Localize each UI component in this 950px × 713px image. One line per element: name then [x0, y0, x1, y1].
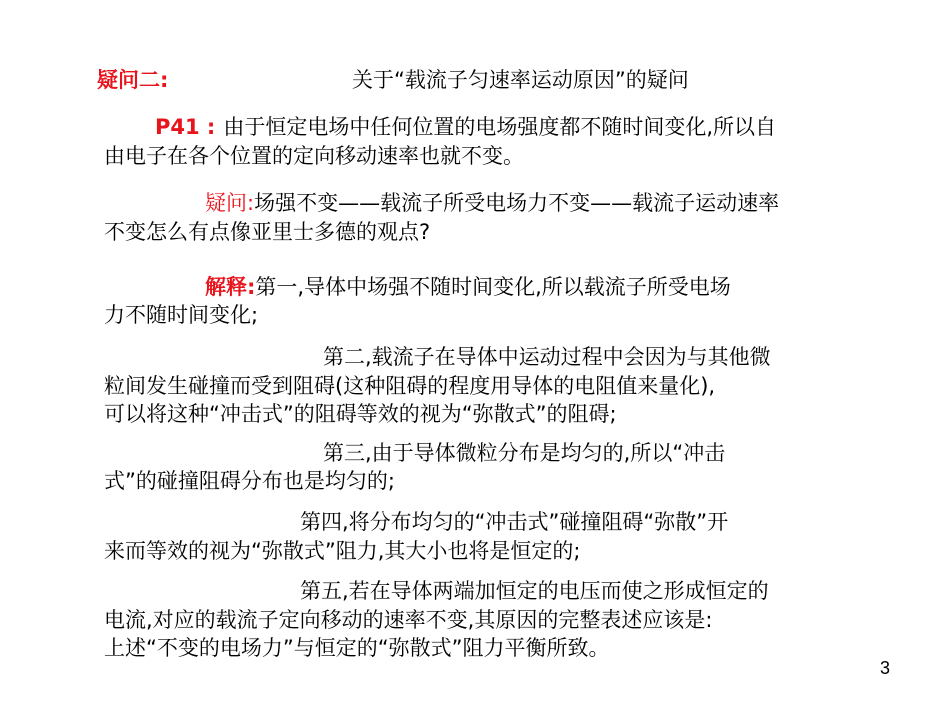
- explanation-label: 解释:: [205, 275, 256, 299]
- explanation-first-line-1: [205, 273, 731, 301]
- p41-ref: P41 :: [155, 115, 216, 139]
- explanation-fifth-line-2: 电流,对应的载流子定向移动的速率不变,其原因的完整表述应该是:: [104, 608, 713, 632]
- explanation-fifth-line-3: 上述“不变的电场力”与恒定的“弥散式”阻力平衡所致。: [104, 636, 610, 660]
- explanation-third-line-2: 式”的碰撞阻碍分布也是均匀的;: [104, 469, 395, 493]
- question-label: 疑问:: [205, 191, 255, 215]
- explanation-first-line-2: 力不随时间变化;: [104, 303, 259, 327]
- question-line-1: [205, 189, 779, 217]
- slide-title: 关于“载流子匀速率运动原因”的疑问: [352, 68, 689, 92]
- explanation-third-line-1: 第三,由于导体微粒分布是均匀的,所以“冲击: [323, 441, 726, 465]
- p41-line-2: 由电子在各个位置的定向移动速率也就不变。: [104, 144, 524, 168]
- question-text-1: 场强不变——载流子所受电场力不变——载流子运动速率: [254, 191, 780, 215]
- page-number: 3: [879, 658, 890, 678]
- explanation-first-text-1: 第一,导体中场强不随时间变化,所以载流子所受电场: [255, 275, 731, 299]
- explanation-second-line-1: 第二,载流子在导体中运动过程中会因为与其他微: [323, 345, 771, 369]
- explanation-fourth-line-2: 来而等效的视为“弥散式”阻力,其大小也将是恒定的;: [104, 539, 581, 563]
- explanation-second-line-2: 粒间发生碰撞而受到阻碍(这种阻碍的程度用导体的电阻值来量化),: [104, 374, 716, 398]
- question-line-2: 不变怎么有点像亚里士多德的观点?: [104, 220, 431, 244]
- question-two-label: 疑问二:: [97, 68, 169, 92]
- explanation-fifth-line-1: 第五,若在导体两端加恒定的电压而使之形成恒定的: [300, 579, 769, 603]
- explanation-fourth-line-1: 第四,将分布均匀的“冲击式”碰撞阻碍“弥散”开: [300, 510, 729, 534]
- p41-line-1: [155, 113, 776, 141]
- explanation-second-line-3: 可以将这种“冲击式”的阻碍等效的视为“弥散式”的阻碍;: [104, 402, 617, 426]
- p41-text-1: 由于恒定电场中任何位置的电场强度都不随时间变化,所以自: [223, 115, 777, 139]
